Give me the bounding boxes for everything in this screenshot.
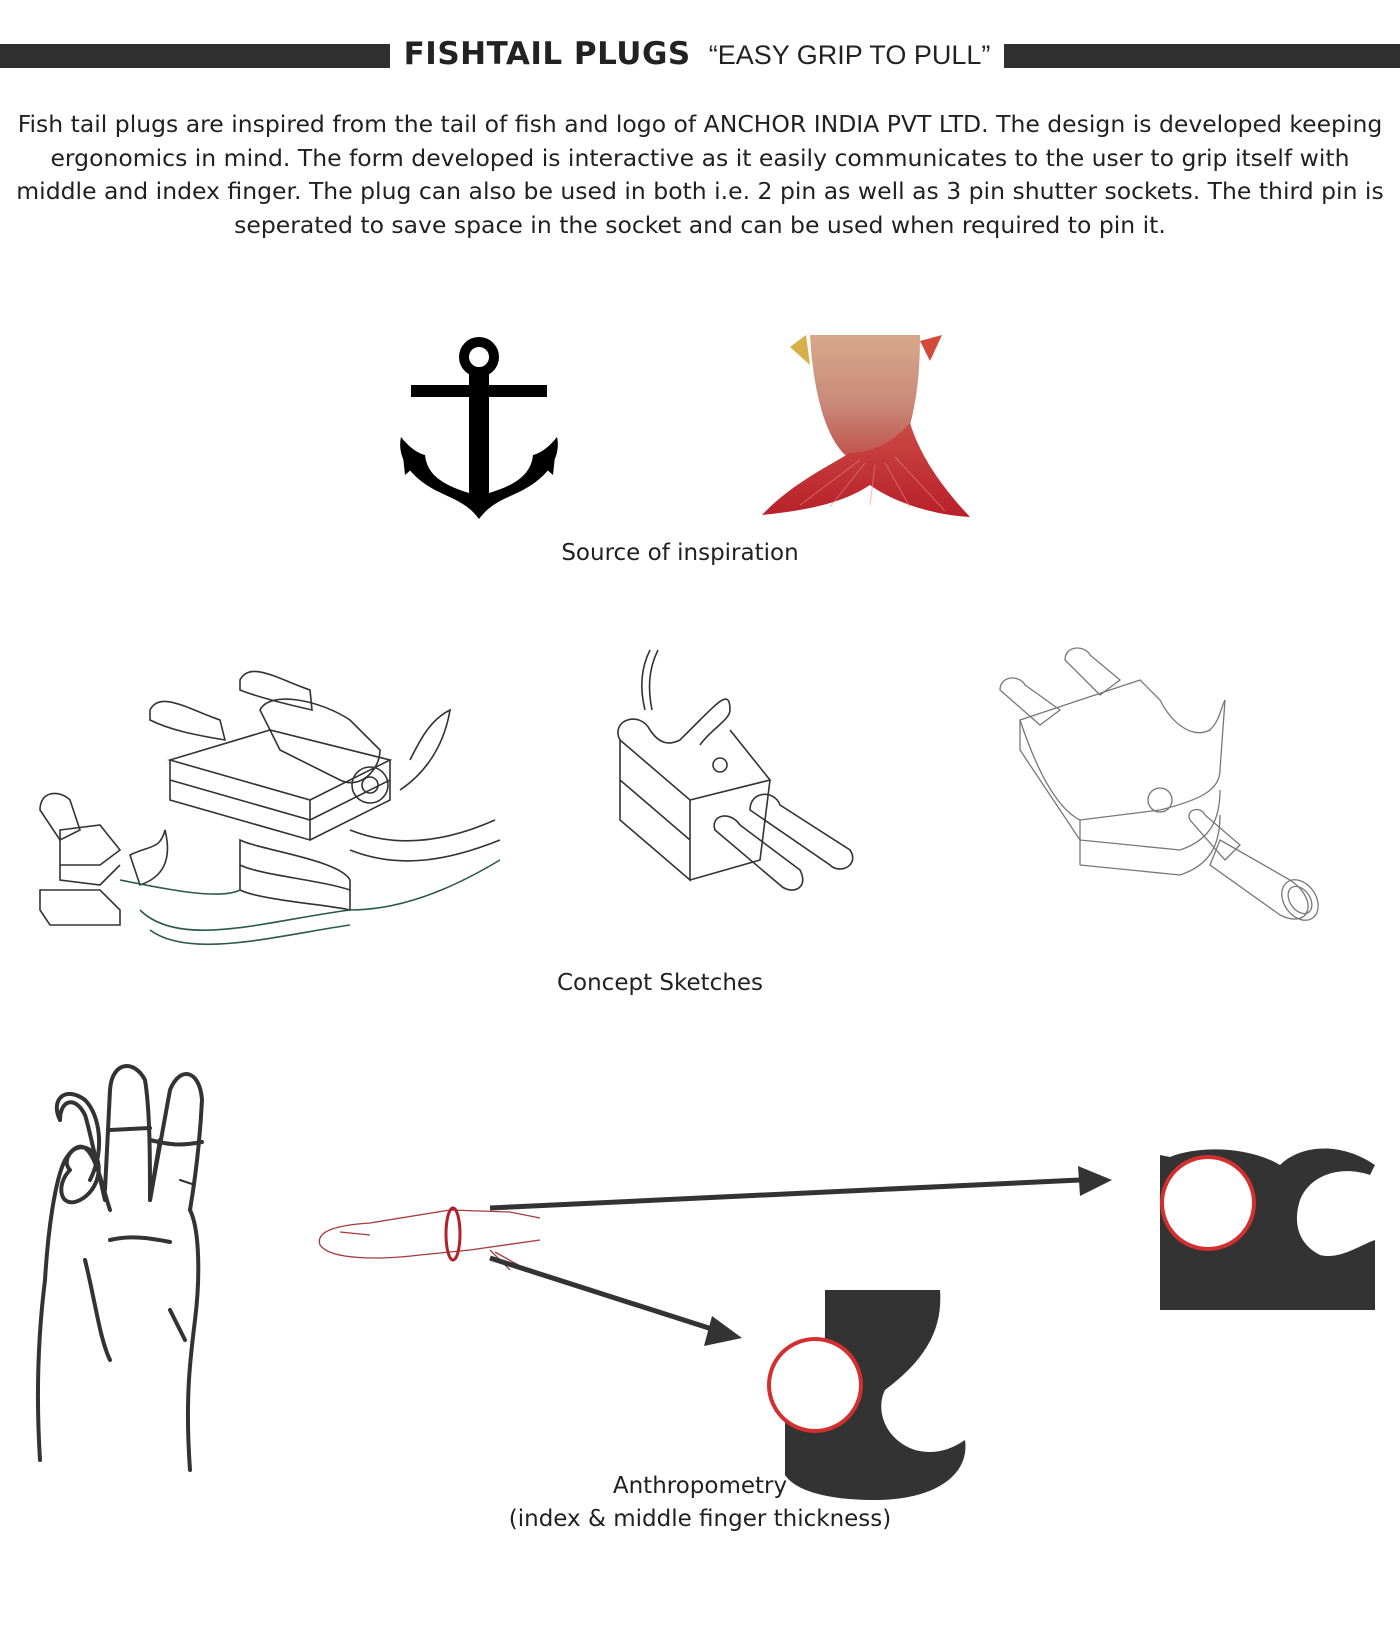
sketches-caption: Concept Sketches — [556, 970, 764, 996]
inspiration-caption: Source of inspiration — [561, 540, 799, 566]
title-tagline: “EASY GRIP TO PULL” — [708, 40, 991, 70]
anthropometry-caption-line1: Anthropometry — [612, 1473, 788, 1499]
title-main: FISHTAIL PLUGS — [403, 36, 691, 72]
anthropometry-caption — [450, 1470, 950, 1536]
anthropometry-caption-line2: (index & middle finger thickness) — [508, 1506, 892, 1532]
grip-profile-upper — [1160, 1145, 1380, 1345]
intro-paragraph: Fish tail plugs are inspired from the tail of fish and logo of ANCHOR INDIA PVT LTD. The design is developed keeping ergonomics in mind. The form developed is interactive as it easily communicates to the user to grip itself with middle and index finger. The plug can also be used in both i.e. 2 pin as well as 3 pin shutter sockets. The third pin is seperated to save space in the socket and can be used when required to pin it. — [16, 110, 1384, 239]
